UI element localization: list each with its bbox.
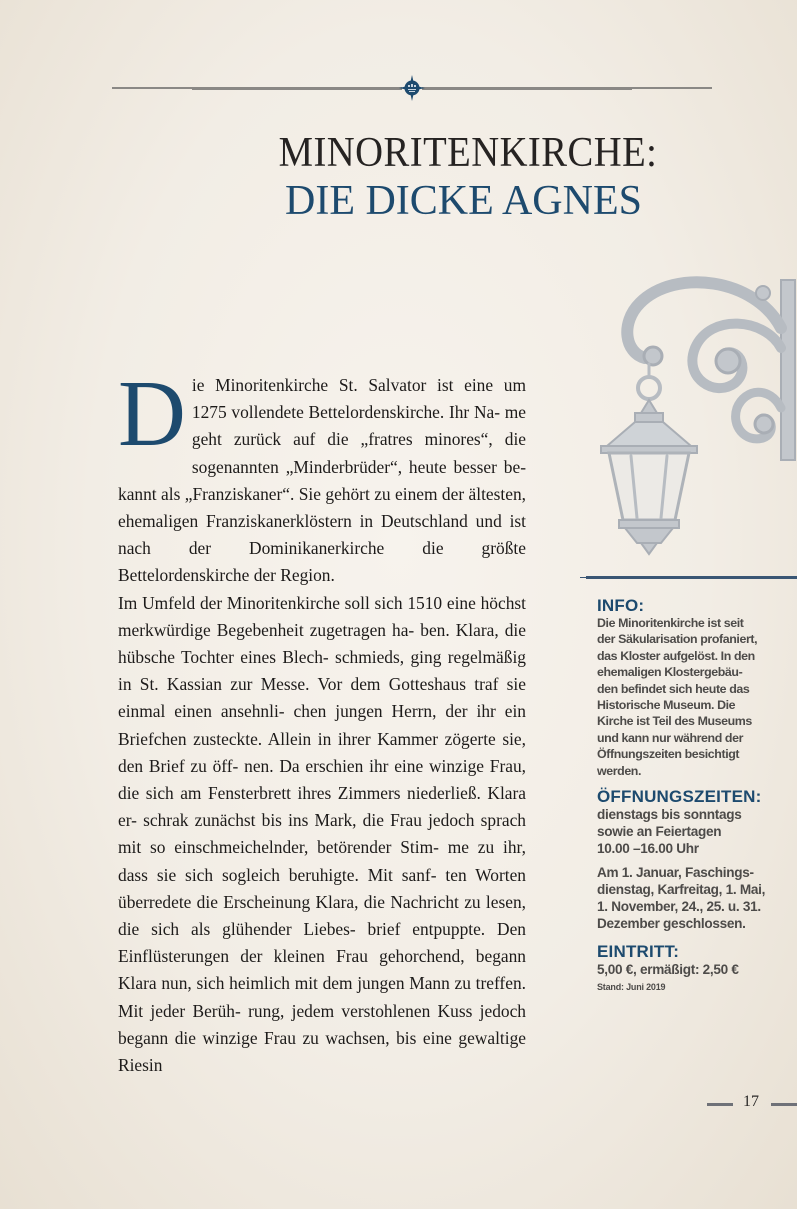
text-line: chen jungen Herrn, der ihr ein Briefchen zusteckte. [118,701,526,749]
text-line: ben. Klara, die hübsche Tochter eines Blech- [118,619,526,668]
text-line: Im Umfeld der Minoritenkirche soll sich 1510 eine [118,592,476,613]
text-line: schrak zunächst bis ins Mark, die Frau jedoch [143,810,475,831]
text-line: me geht zurück auf die „fratres minores“, [191,402,526,450]
rule-left [112,87,402,89]
text-line: die größte Bettelordenskirche der Region. [118,538,526,586]
admission-section [597,942,797,994]
wall-lantern-illustration [585,258,797,558]
opening-hours-heading: ÖFFNUNGSZEITEN: [597,787,762,807]
hours-line: 10.00 –16.00 Uhr [597,841,699,857]
text-line: ie Minoritenkirche St. Salvator ist eine um [191,375,526,395]
info-section [597,596,797,779]
drop-cap: D [118,362,186,466]
text-line: Allein in ihrer Kammer zögerte sie, den Brief zu öff- [118,728,526,776]
text-line: schmieds, ging regelmäßig in St. Kassian zur Messe. [118,647,526,695]
text-line: Vor dem Gotteshaus traf sie einmal einen ansehnli- [118,674,526,722]
info-line: Die Minoritenkirche ist seit [597,616,744,630]
info-line: der Säkularisation profaniert, [597,632,758,647]
text-line: kannt als „Franziskaner“. Sie gehört zu einem der [118,483,465,504]
closed-line: dienstag, Karfreitag, 1. Mai, [597,882,766,898]
article-body [118,362,527,1079]
page-number-value: 17 [743,1093,759,1110]
title-line-2: DIE DICKE AGNES [285,178,642,224]
text-line: Fensterbrett ihres Zimmers niederließ. Klara er- [118,783,527,831]
text-line: 1275 vollendete Bettelordenskirche. Ihr Na- [191,402,501,423]
info-line: ehemaligen Klostergebäu- [597,665,743,680]
page-number-dash-left [707,1103,733,1106]
info-line: den befindet sich heute das [597,681,750,696]
text-line: mit dem jungen Mann zu treffen. Mit jeder Berüh- [118,973,526,1021]
info-line: das Kloster aufgelöst. In den [597,648,755,663]
text-line: sprach mit so einschmeichelnder, betörender Stim- [118,810,526,858]
text-line: me zu ihr, dass sie sich sogleich beruhigte. Mit sanf- [118,837,526,885]
page-number-dash-right [771,1103,797,1106]
sidebar-rule [586,576,797,579]
paragraph-1 [118,362,527,590]
info-line: werden. [597,763,642,778]
closed-line: 1. November, 24., 25. u. 31. [597,899,761,915]
text-line: Deutschland und ist nach der Dominikanerkirche [118,511,527,559]
text-line: rung, jedem verstohlenen Kuss jedoch begann die [118,1000,527,1048]
info-heading: INFO: [597,596,645,615]
text-line: Frau gehorchend, begann Klara nun, sich heimlich [118,946,527,994]
hours-line: sowie an Feiertagen [597,824,722,840]
info-line: Kirche ist Teil des Museums [597,714,752,729]
paragraph-2 [118,590,526,1080]
info-line: Öffnungszeiten besichtigt [597,747,740,762]
as-of-date: Stand: Juni 2019 [597,982,666,993]
text-line: die sogenannten „Minderbrüder“, heute besser be- [191,429,526,477]
closed-line: Dezember geschlossen. [597,916,746,932]
title-line-1: MINORITENKIRCHE: [278,130,658,176]
hours-line: dienstags bis sonntags [597,807,742,823]
text-line: brief entpuppte. Den Einflüsterungen der kleinen [118,919,526,967]
chapter-title [0,130,797,224]
text-line: ältesten, ehemaligen Franziskanerklöstern in [118,483,526,532]
text-line: winzige Frau zu wachsen, bis eine gewaltige Riesin [118,1027,526,1076]
text-line: ten Worten überredete die Erscheinung Klara, die [118,864,526,912]
text-line: nen. Da erschien ihr eine winzige Frau, die sich am [118,755,526,804]
info-line: und kann nur während der [597,730,743,745]
info-line: Historische Museum. Die [597,698,736,713]
rule-right [422,87,712,89]
page-number [707,1093,797,1113]
text-line: Nachricht zu lesen, die sich als glühender Liebes- [118,891,527,940]
text-line: höchst merkwürdige Begebenheit zugetragen ha- [118,592,526,640]
admission-price: 5,00 €, ermäßigt: 2,50 € [597,962,739,978]
closed-line: Am 1. Januar, Faschings- [597,865,754,881]
admission-heading: EINTRITT: [597,942,680,962]
opening-hours-section [597,787,797,932]
compass-rose-icon [398,74,426,102]
